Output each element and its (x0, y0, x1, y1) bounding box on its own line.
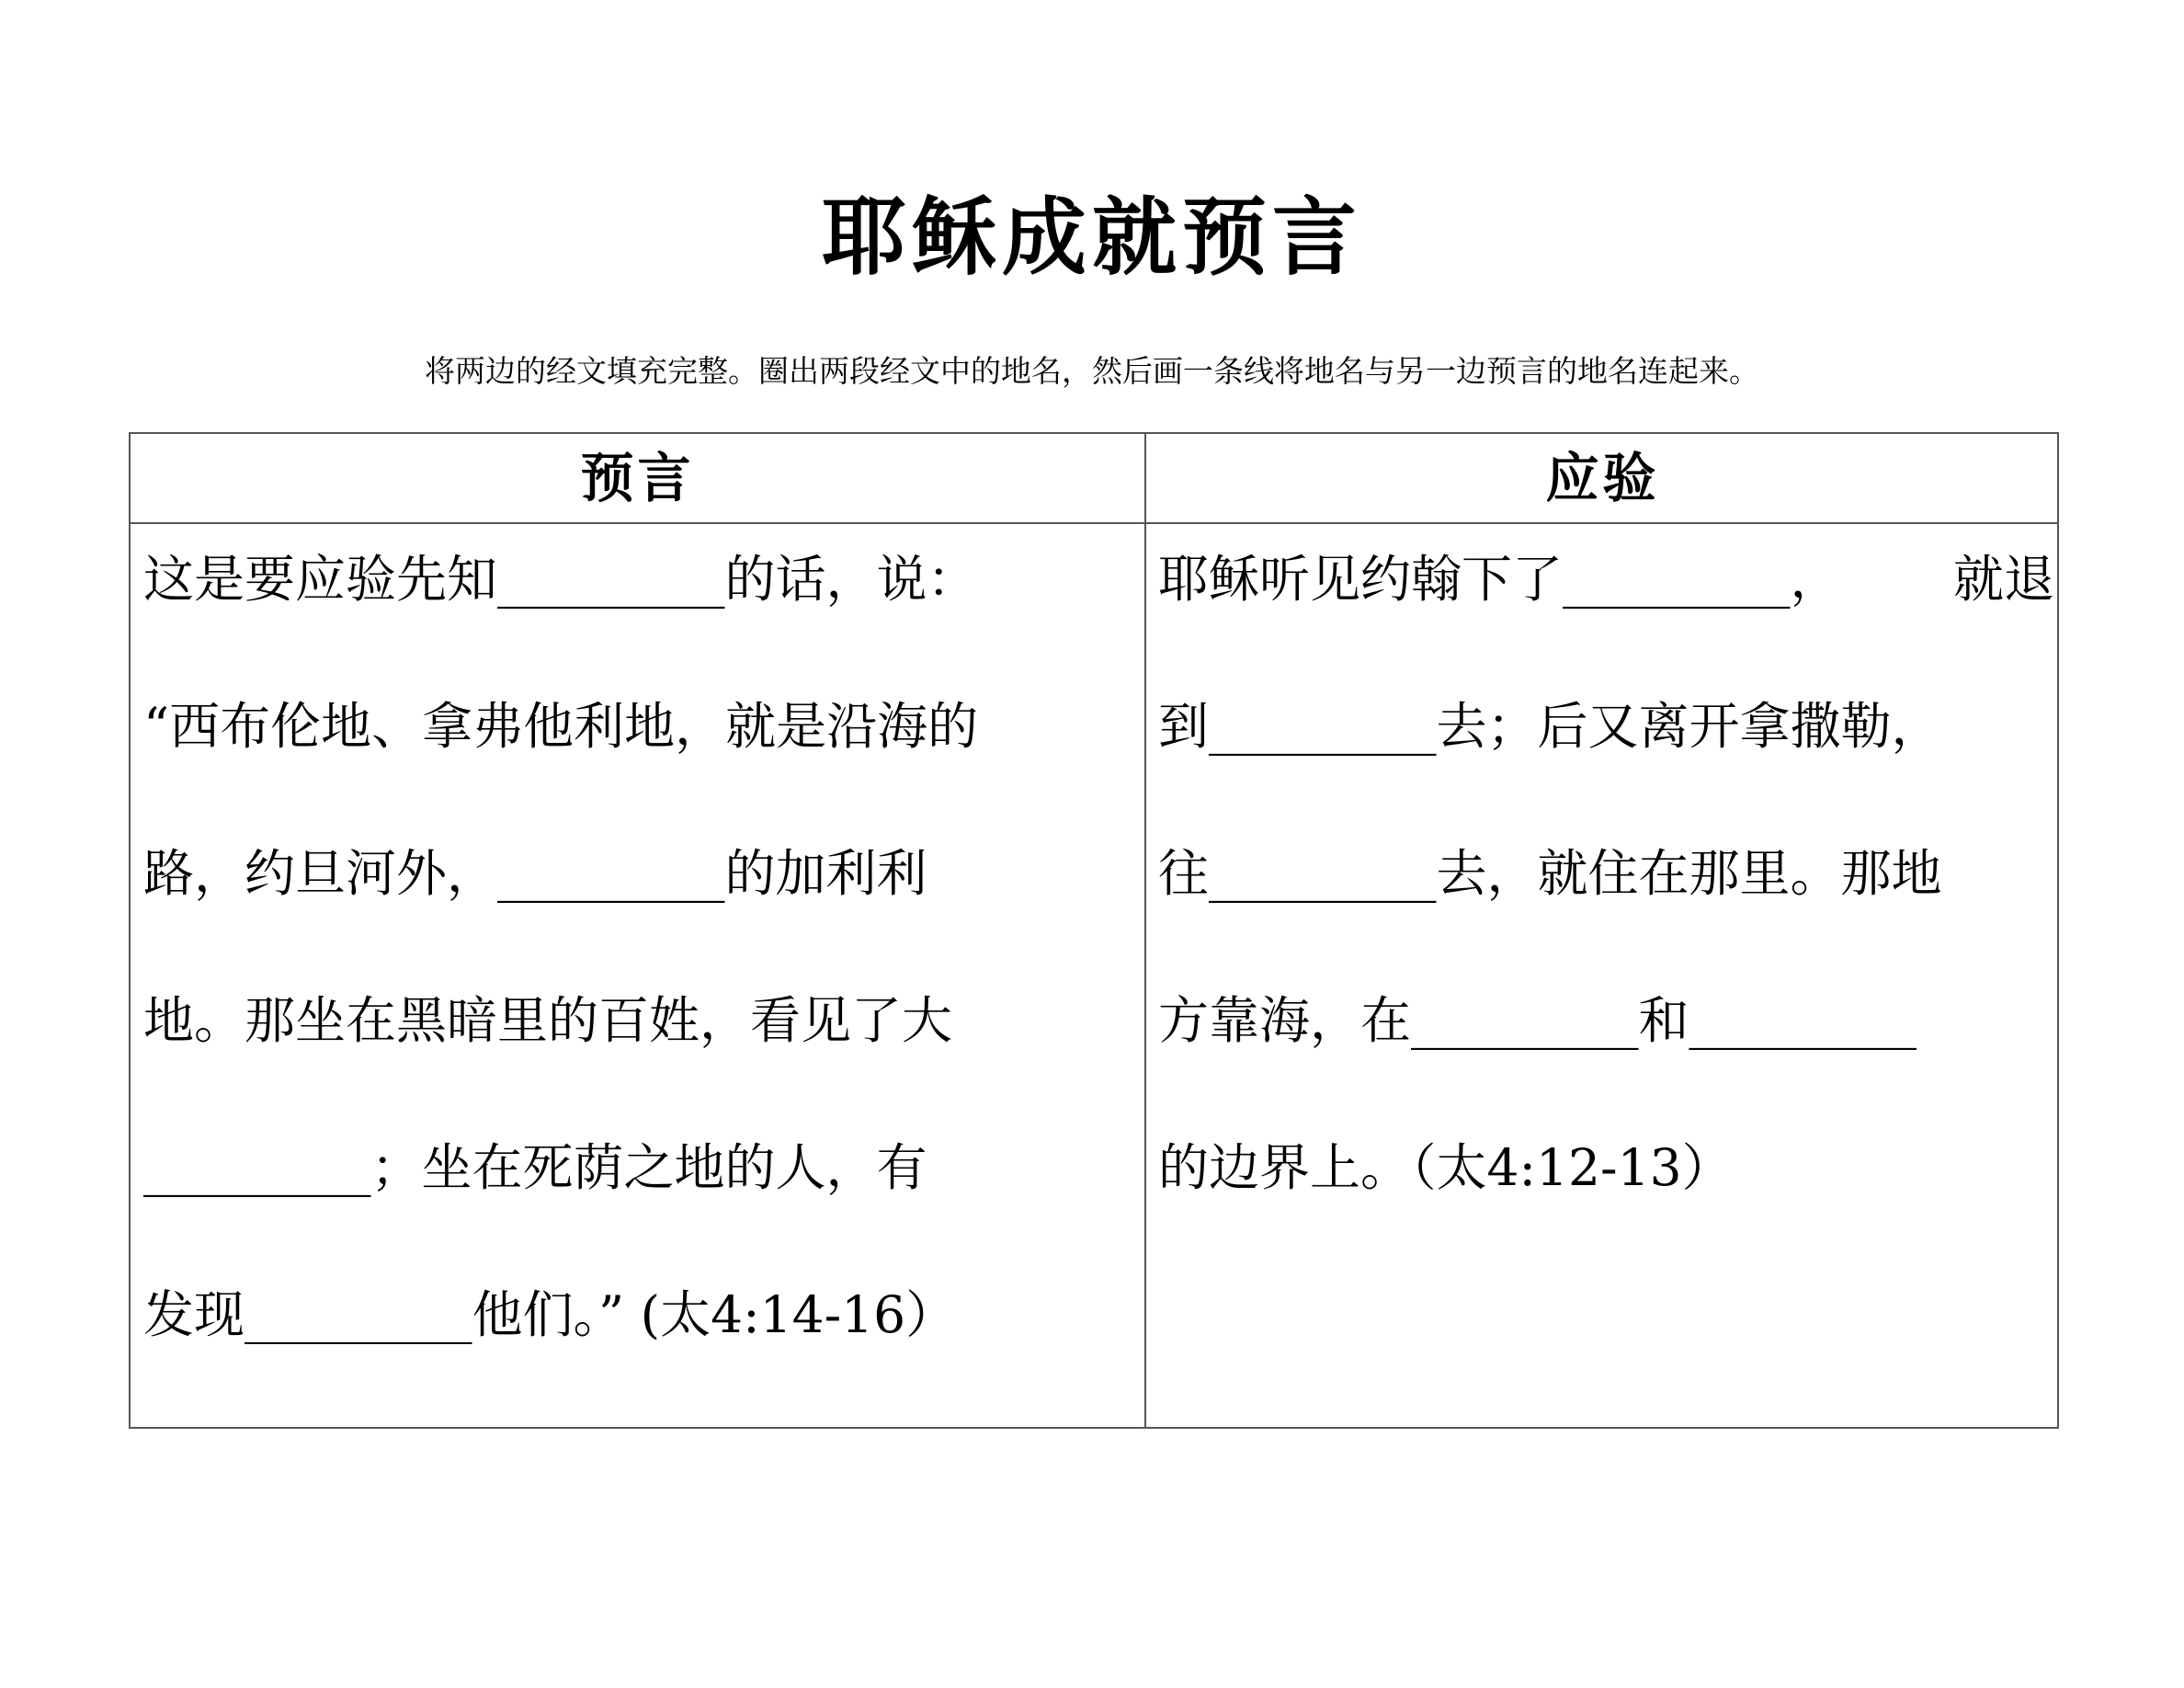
text: 的加利利 (724, 844, 927, 903)
fill-blank[interactable]: _________ (497, 844, 725, 903)
fulfillment-line-5 (1158, 1112, 2054, 1260)
prophecy-line-4 (143, 965, 1136, 1112)
worksheet-table (129, 432, 2059, 1429)
prophecy-header: 预言 (580, 447, 695, 509)
text: 去，就住在那里。那地 (1436, 844, 1942, 903)
fill-blank[interactable]: _________ (1689, 991, 1917, 1050)
text: 和 (1638, 991, 1689, 1050)
prophecy-passage (143, 524, 1136, 1407)
text: 的边界上。（太4:12-13） (1158, 1138, 1733, 1197)
fulfillment-line-4 (1158, 965, 2054, 1112)
fulfillment-line-2 (1158, 671, 2054, 818)
text: 耶稣听见约翰下了 (1158, 550, 1564, 609)
text: “西布伦地、拿弗他利地，就是沿海的 (143, 697, 979, 756)
text: 发现 (143, 1285, 245, 1344)
prophecy-line-5 (143, 1112, 1136, 1260)
text: 这是要应验先知 (143, 550, 498, 609)
text: 他们。” (太4:14-16） (472, 1285, 957, 1344)
fulfillment-line-3 (1158, 818, 2054, 965)
fulfillment-line-1 (1158, 524, 2054, 671)
fill-blank[interactable]: _________ (245, 1285, 472, 1344)
fill-blank[interactable]: _________ (1563, 550, 1791, 609)
text: ， (1790, 550, 1841, 609)
text: 路，约旦河外， (143, 844, 498, 903)
prophecy-line-1 (143, 524, 1136, 671)
text: 的话，说： (724, 550, 978, 609)
column-divider (1144, 434, 1146, 1427)
fulfillment-header: 应验 (1545, 447, 1660, 509)
text: 就退 (1952, 550, 2054, 609)
fill-blank[interactable]: _________ (143, 1138, 371, 1197)
text: 去；后又离开拿撒勒， (1436, 697, 1942, 756)
text: 方靠海，在 (1158, 991, 1412, 1050)
prophecy-line-6 (143, 1260, 1136, 1407)
fill-blank[interactable]: _________ (497, 550, 725, 609)
fulfillment-passage (1158, 524, 2054, 1260)
text: 到 (1158, 697, 1210, 756)
fill-blank[interactable]: _________ (1209, 697, 1437, 756)
fill-blank[interactable]: _________ (1411, 991, 1639, 1050)
page-title: 耶稣成就预言 (821, 188, 1362, 287)
instructions: 将两边的经文填充完整。圈出两段经文中的地名，然后画一条线将地名与另一边预言的地名连起来。 (425, 353, 1759, 389)
text: 往 (1158, 844, 1210, 903)
prophecy-line-2 (143, 671, 1136, 818)
text: ；坐在死荫之地的人，有 (370, 1138, 927, 1197)
fill-blank[interactable]: _________ (1209, 844, 1437, 903)
text: 地。那坐在黑暗里的百姓，看见了大 (143, 991, 953, 1050)
prophecy-line-3 (143, 818, 1136, 965)
